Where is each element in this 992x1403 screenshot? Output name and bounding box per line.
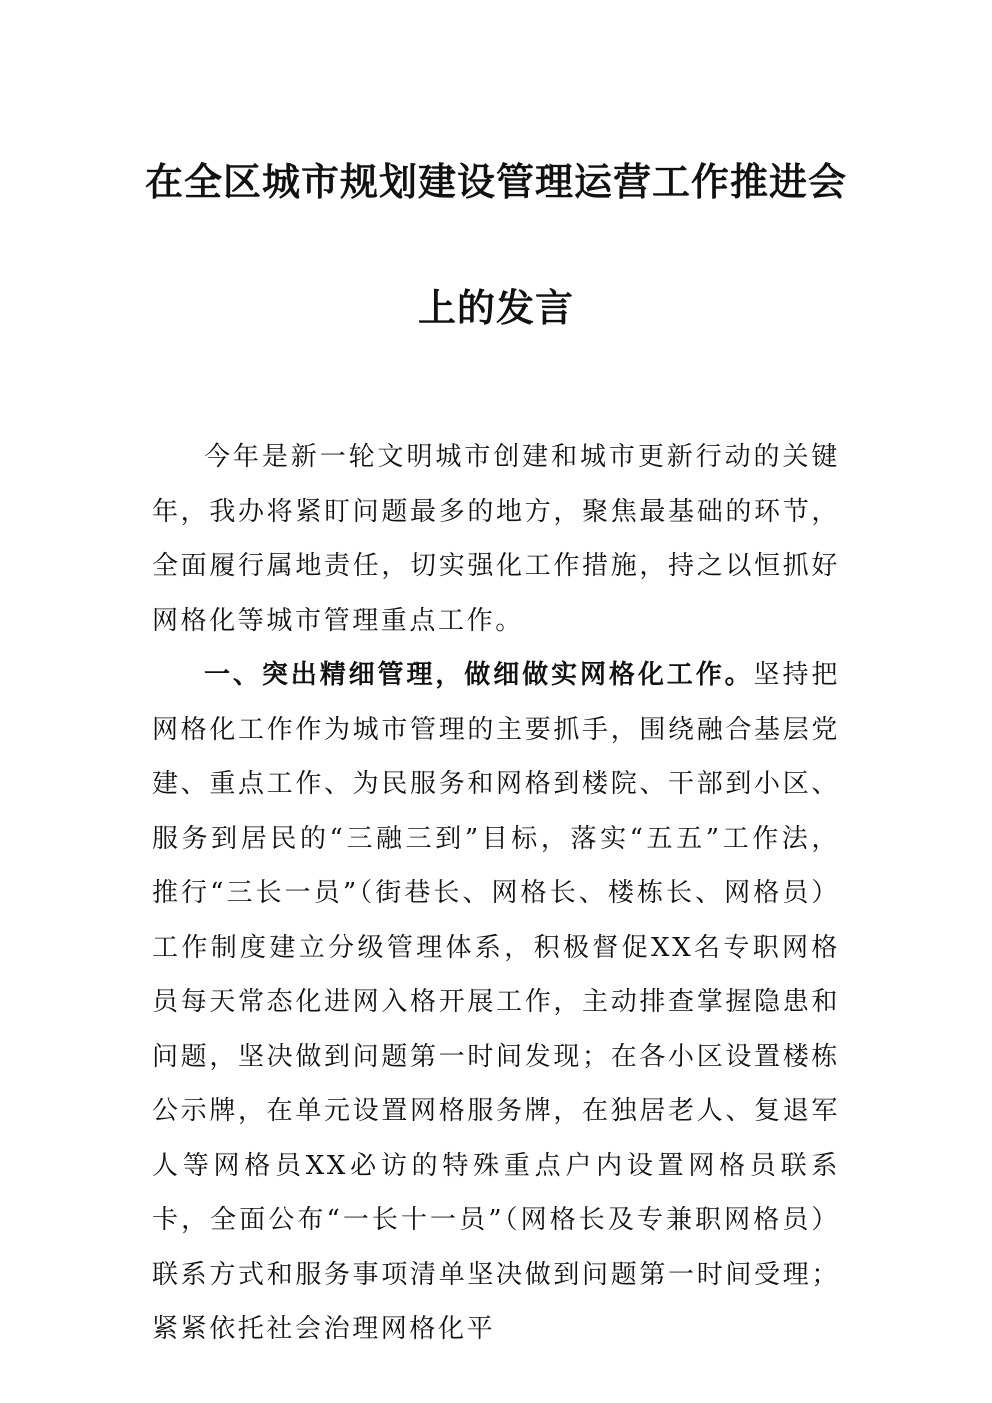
document-body [152,430,840,1357]
paragraph-section-1 [152,648,840,1357]
section-1-text: 坚持把网格化工作作为城市管理的主要抓手，围绕融合基层党建、重点工作、为民服务和网格到楼院、干部到小区、服务到居民的“三融三到”目标，落实“五五”工作法，推行“三长一员”（街巷长、网格长、楼栋长、网格员）工作制度建立分级管理体系，积极督促XX名专职网格员每天常态化进网入格开展工作，主动排查掌握隐患和问题，坚决做到问题第一时间发现；在各小区设置楼栋公示牌，在单元设置网格服务牌，在独居老人、复退军人等网格员XX必访的特殊重点户内设置网格员联系卡，全面公布“一长十一员”（网格长及专兼职网格员）联系方式和服务事项清单坚决做到问题第一时间受理；紧紧依托社会治理网格化平 [152,660,840,1344]
document-title-line-2: 上的发言 [417,285,574,330]
paragraph-intro-text: 今年是新一轮文明城市创建和城市更新行动的关键年，我办将紧盯问题最多的地方，聚焦最基础的环节，全面履行属地责任，切实强化工作措施，持之以恒抓好网格化等城市管理重点工作。 [152,442,840,636]
section-1-heading: 一、突出精细管理，做细做实网格化工作。 [204,660,754,690]
document-title-line-1: 在全区城市规划建设管理运营工作推进会 [144,159,847,204]
paragraph-intro [152,430,840,648]
